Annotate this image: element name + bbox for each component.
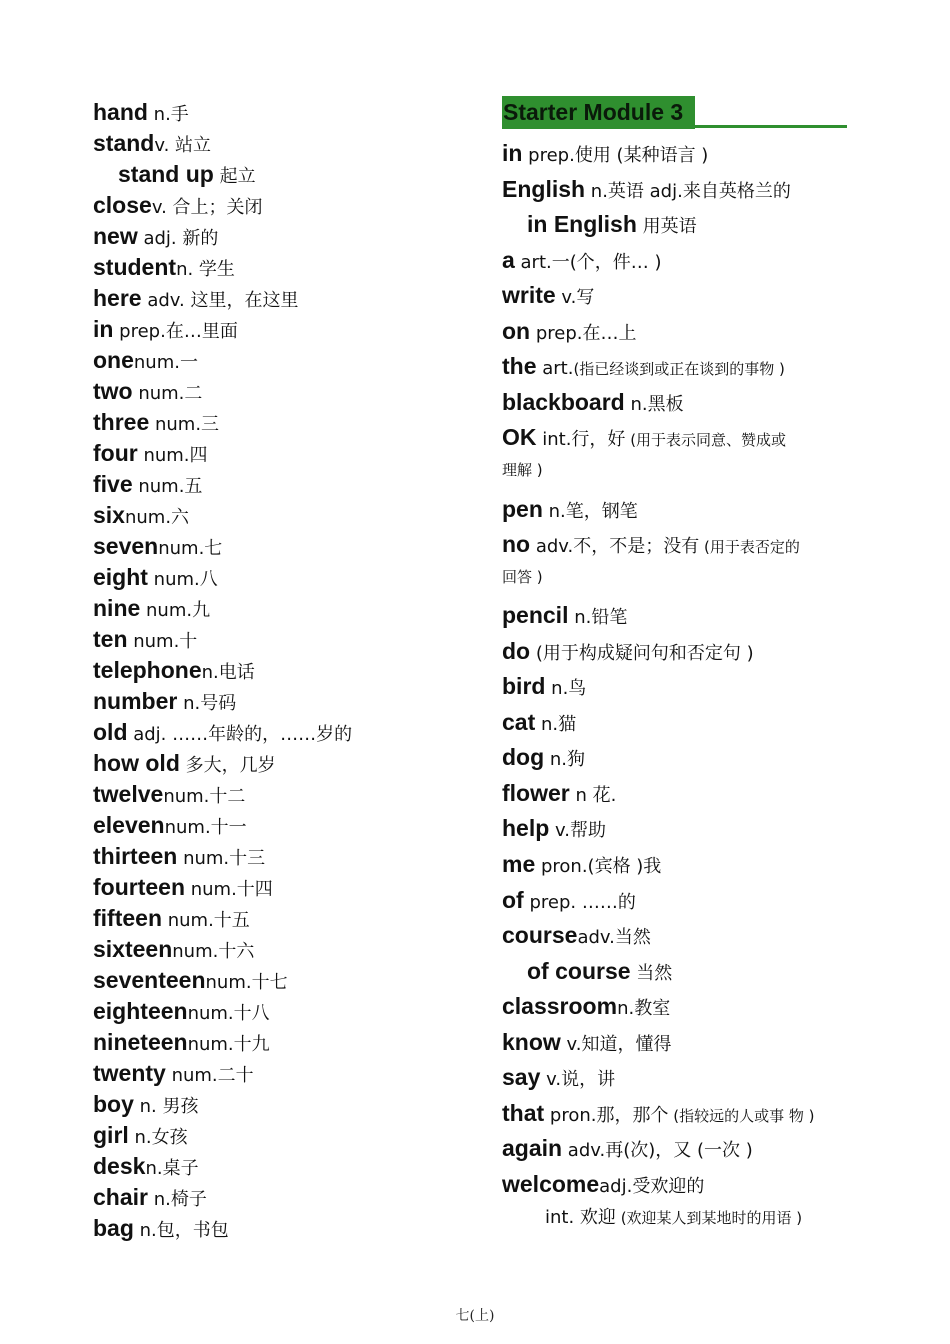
vocab-entry [502,1206,803,1228]
vocab-entry [93,1031,270,1054]
vocab-entry [93,845,265,868]
vocab-word: me [502,851,536,877]
vocab-word: boy [93,1091,134,1117]
vocab-definition: n.电话 [201,662,255,683]
vocab-word: nine [93,595,141,621]
vocab-word: help [502,815,550,842]
vocab-definition: pron.(宾格 )我 [535,856,662,877]
vocab-note: 回答 ) [502,567,543,586]
vocab-word: no [502,531,531,558]
vocab-definition: num.十三 [177,848,266,869]
vocab-definition: n.椅子 [147,1189,207,1210]
vocab-entry [502,495,638,522]
vocab-word: course [502,922,578,949]
vocab-word: say [502,1064,541,1091]
vocab-definition: pron.那，那个 [544,1104,669,1126]
vocab-word: hand [93,99,148,125]
vocab-entry [93,659,255,682]
vocab-definition: n. 男孩 [133,1096,199,1117]
vocab-entry [93,721,352,744]
vocab-entry [502,604,627,627]
vocab-word: girl [93,1122,129,1148]
vocab-word: eighteen [93,998,188,1024]
vocab-word: new [93,223,138,249]
vocab-definition: adv.不，不是；没有 [530,536,700,558]
vocab-definition: n. 学生 [176,259,235,280]
vocab-word: on [502,317,531,344]
vocab-word: in [93,316,114,342]
vocab-entry [502,853,661,876]
vocab-definition: num.十八 [187,1003,270,1024]
vocab-entry [502,388,684,415]
vocab-definition: n.教室 [617,998,671,1020]
vocab-word: number [93,688,178,714]
vocab-word: four [93,440,138,466]
vocab-word: classroom [502,993,618,1020]
vocab-entry [93,876,273,899]
vocab-entry [502,817,606,840]
vocab-entry [93,752,276,775]
vocab-entry [93,969,288,992]
vocab-entry [93,318,238,341]
vocab-definition: adv.当然 [577,927,651,949]
vocab-entry [502,779,617,806]
vocab-definition: 起立 [213,166,256,187]
vocab-definition: v.写 [555,287,595,309]
vocab-word: five [93,471,133,497]
vocab-word: English [502,175,586,202]
vocab-word: bag [93,1215,134,1241]
vocab-word: nineteen [93,1029,188,1055]
vocab-definition: prep.在…上 [530,322,637,344]
vocab-definition: num.十五 [162,910,250,931]
vocab-word: flower [502,779,570,806]
vocab-word: old [93,719,128,745]
vocab-word: cat [502,708,536,735]
vocab-definition: n.包，书包 [133,1220,229,1241]
vocab-definition: num.十七 [205,972,288,993]
vocab-word: stand [93,130,155,156]
vocab-entry [93,442,208,465]
vocab-definition: num.十二 [163,786,246,807]
vocab-word: do [502,637,531,664]
vocab-word: six [93,502,125,528]
vocab-definition: n.狗 [544,749,586,771]
vocab-entry [502,708,577,735]
vocab-word: in [502,140,523,166]
vocab-definition: num.十九 [187,1034,270,1055]
vocab-entry [93,504,189,527]
vocab-entry [502,1066,615,1089]
vocab-entry [502,355,785,378]
vocab-entry [93,349,198,372]
vocab-word: three [93,409,150,435]
vocab-definition: adv.再(次)，又 (一次 ) [562,1140,753,1162]
vocab-definition: n.女孩 [128,1127,188,1148]
vocab-definition: art.一(个，件… ) [514,251,662,273]
vocab-definition: v.说，讲 [540,1069,616,1091]
vocab-entry [93,132,211,155]
vocab-entry [502,1170,705,1197]
vocab-entry [502,675,586,698]
vocab-word: eight [93,564,148,590]
vocab-note: (用于表否定的 [699,538,800,557]
vocab-word: seventeen [93,967,206,993]
vocab-entry [93,1217,229,1240]
vocab-entry [502,175,791,202]
vocab-entry [93,473,202,496]
vocab-entry [93,194,263,217]
vocab-word: ten [93,626,128,652]
vocab-entry [502,284,594,307]
vocab-definition: n.手 [147,104,189,125]
vocab-definition: num.一 [133,352,198,373]
vocab-word: student [93,254,177,280]
vocab-entry [93,1124,188,1147]
vocab-entry [93,783,245,806]
vocab-entry [93,597,210,620]
vocab-word: the [502,353,537,380]
vocab-entry [93,907,250,930]
vocab-definition: prep. ……的 [523,891,636,913]
vocab-word: sixteen [93,936,173,962]
vocab-definition: v. 站立 [154,135,212,156]
vocab-definition: int. 欢迎 [545,1206,616,1228]
vocab-entry [502,426,786,449]
page-footer: 七(上) [455,1308,495,1324]
vocab-entry [502,462,543,478]
vocab-word: one [93,347,134,373]
vocab-entry [93,566,218,589]
vocab-definition: v. 合上；关闭 [151,197,263,218]
vocab-entry [502,1137,753,1160]
vocab-entry [502,142,708,165]
vocab-definition: n.猫 [535,713,577,735]
vocab-entry [502,924,651,947]
vocab-word: thirteen [93,843,178,869]
vocab-definition: art. [536,358,574,380]
vocab-definition: 多大，几岁 [179,755,276,776]
vocab-entry [502,637,754,664]
vocab-entry [93,1000,270,1023]
vocab-definition: num.十六 [172,941,255,962]
vocab-word: how old [93,750,180,776]
vocab-word: of course [527,957,631,984]
vocab-definition: v.知道，懂得 [560,1033,672,1055]
vocab-entry [502,213,697,236]
vocab-word: twelve [93,781,164,807]
vocab-definition: num.四 [137,445,208,466]
module-heading-underline [502,125,847,128]
vocab-entry [93,411,219,434]
vocab-definition: adj. ……年龄的，……岁的 [127,724,353,745]
vocab-definition: num.十一 [164,817,247,838]
vocab-entry [502,317,637,344]
vocab-word: here [93,285,142,311]
vocab-word: in English [527,211,637,238]
vocab-entry [502,1099,815,1126]
vocab-definition: int.行，好 [536,429,626,451]
vocab-definition: adj.受欢迎的 [599,1175,705,1197]
vocab-definition: num.五 [132,476,203,497]
vocab-word: blackboard [502,388,625,415]
vocab-entry [93,814,247,837]
vocab-entry [93,380,202,403]
vocab-definition: num.九 [140,600,211,621]
vocab-word: bird [502,673,546,700]
vocab-definition: num.六 [124,507,190,528]
vocab-definition: (用于构成疑问句和否定句 ) [530,642,754,664]
vocab-entry [93,938,254,961]
vocab-word: of [502,886,524,913]
vocab-word: twenty [93,1060,166,1086]
vocab-definition: num.十 [127,631,198,652]
vocab-word: chair [93,1184,148,1210]
vocab-definition: num.三 [149,414,220,435]
vocab-definition: n 花. [569,784,617,806]
vocab-word: two [93,378,133,404]
vocab-word: a [502,246,515,273]
vocab-definition: v.帮助 [549,820,606,842]
vocab-word: fifteen [93,905,162,931]
vocab-note: (欢迎某人到某地时的用语 ) [615,1208,803,1227]
vocab-definition: n.黑板 [624,393,684,415]
vocab-definition: n.桌子 [145,1158,199,1179]
vocab-entry [93,163,256,186]
vocab-word: write [502,282,556,309]
vocab-word: OK [502,424,537,451]
vocab-word: pen [502,495,543,522]
vocab-word: close [93,192,152,218]
vocab-entry [93,535,222,558]
vocab-word: stand up [118,161,214,187]
vocab-note: (指已经谈到或正在谈到的事物 ) [573,360,785,379]
vocab-definition: adj. 新的 [137,228,219,249]
vocab-word: desk [93,1153,146,1179]
vocab-entry [502,746,585,769]
vocab-entry [502,533,800,556]
vocab-word: dog [502,744,545,771]
vocab-definition: n.笔，钢笔 [542,500,638,522]
module-heading: Starter Module 3 [502,96,695,129]
vocab-word: welcome [502,1170,600,1197]
vocab-definition: 用英语 [636,216,697,238]
vocab-entry [502,246,662,273]
vocab-word: know [502,1028,561,1055]
vocab-definition: prep.在…里面 [113,321,238,342]
vocab-note: 理解 ) [502,460,543,479]
vocab-definition: n.号码 [177,693,237,714]
vocab-definition: prep.使用 (某种语言 ) [522,145,709,166]
vocab-definition: 当然 [630,962,673,984]
vocab-entry [502,886,636,913]
vocab-entry [93,1062,254,1085]
vocab-word: that [502,1099,545,1126]
vocab-definition: num.七 [158,538,223,559]
vocab-entry [93,225,218,248]
vocab-entry [502,1028,672,1055]
vocab-word: telephone [93,657,202,683]
vocab-definition: n.英语 adj.来自英格兰的 [585,180,791,202]
vocab-definition: adv. 这里，在这里 [141,290,299,311]
vocab-entry [502,957,673,984]
vocab-word: pencil [502,602,569,629]
vocab-word: fourteen [93,874,185,900]
vocab-definition: num.二十 [165,1065,254,1086]
vocab-definition: n.鸟 [545,678,587,700]
vocab-word: eleven [93,812,165,838]
vocab-note: (指较远的人或事 物 ) [668,1106,815,1125]
vocab-note: (用于表示同意、赞成或 [625,431,787,450]
vocab-definition: num.十四 [185,879,273,900]
vocab-word: again [502,1135,563,1162]
vocab-entry [93,1093,198,1116]
vocab-definition: num.八 [147,569,218,590]
vocab-entry [93,287,298,310]
vocab-entry [93,101,189,124]
vocab-entry [93,1155,199,1178]
vocab-entry [93,1186,207,1209]
vocab-word: seven [93,533,159,559]
vocab-entry [502,569,543,585]
vocab-definition: n.铅笔 [568,607,628,629]
vocab-entry [93,628,197,651]
vocab-entry [93,690,236,713]
vocab-entry [93,256,235,279]
vocab-entry [502,995,670,1018]
vocab-definition: num.二 [132,383,203,404]
